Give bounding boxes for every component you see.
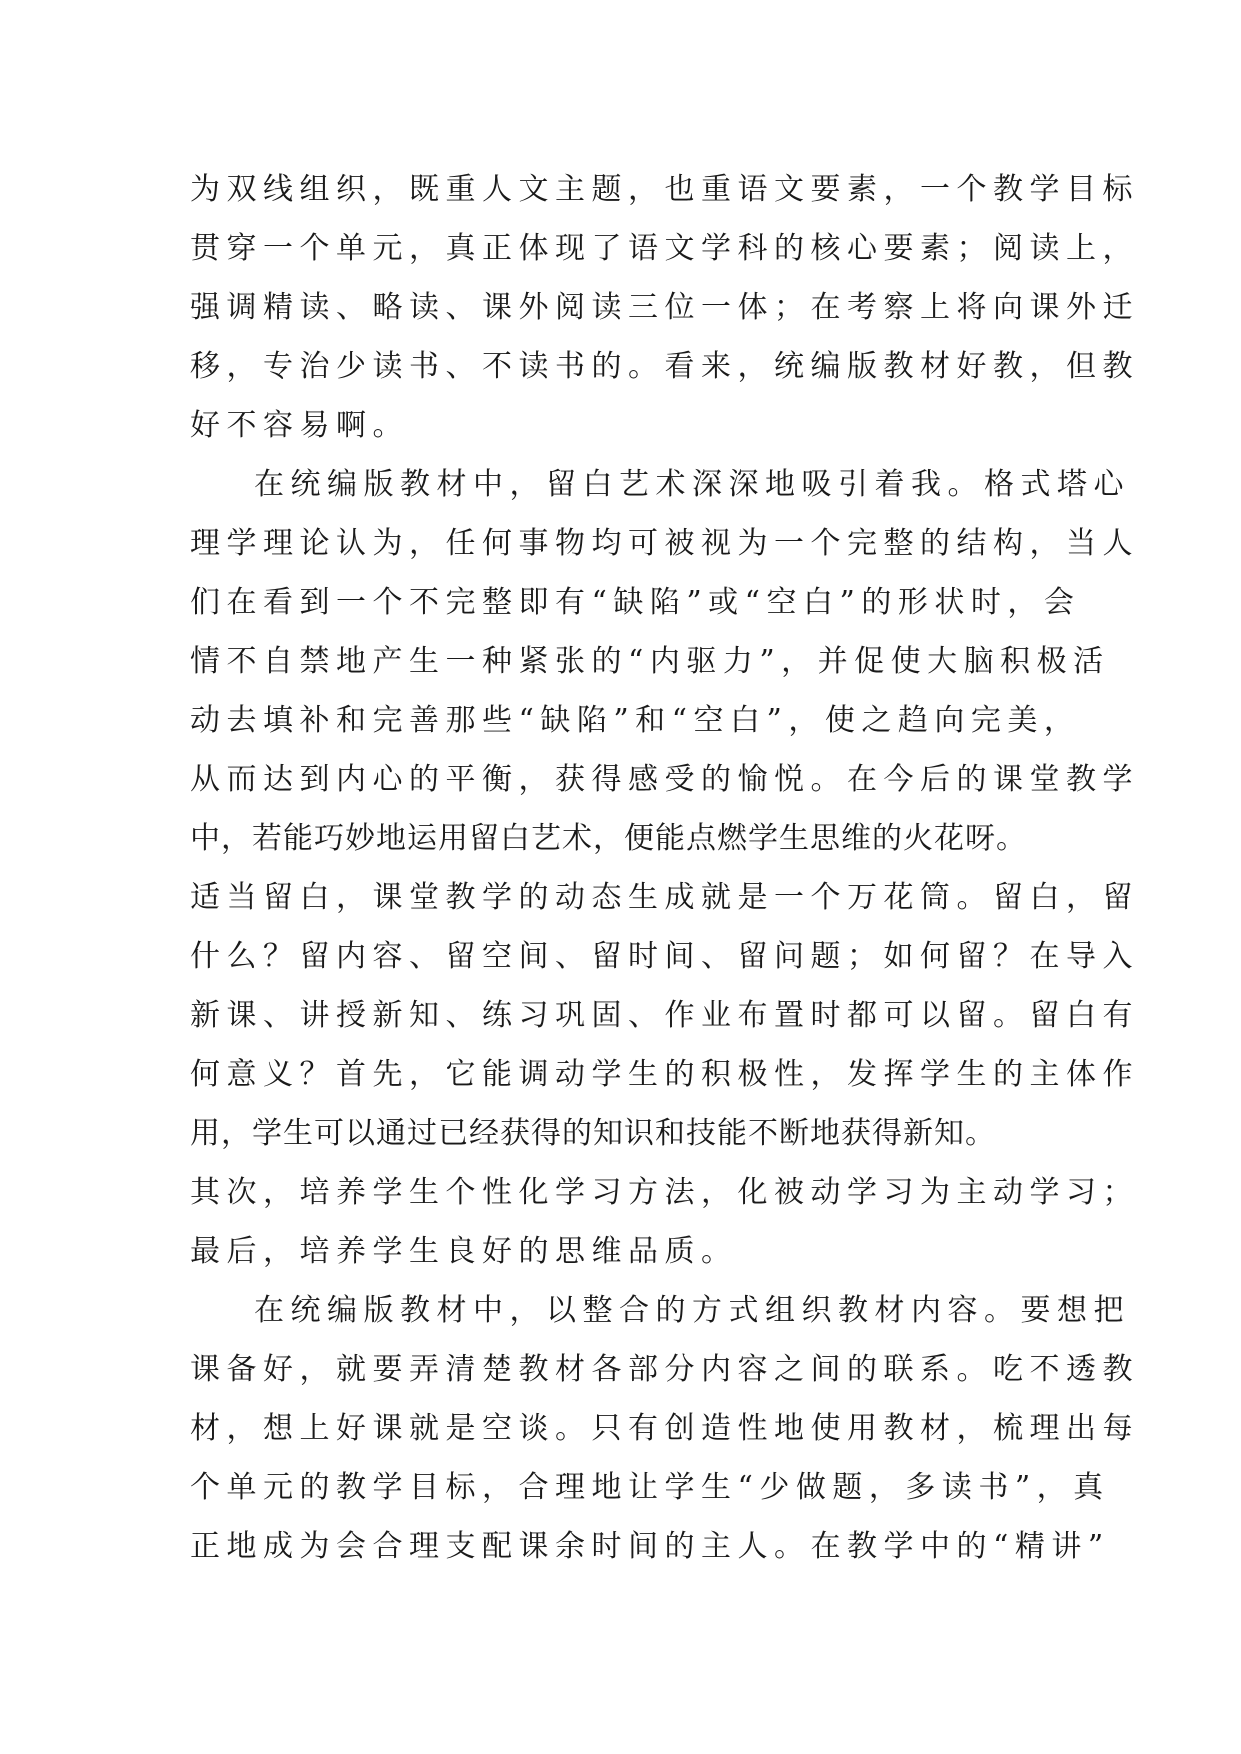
text-line: 好不容易啊。 — [190, 408, 409, 443]
text-line: 为双线组织，既重人文主题，也重语文要素，一个教学目标 — [190, 172, 1139, 207]
text-line: 情不自禁地产生一种紧张的“内驱力”，并促使大脑积极活 — [190, 644, 1110, 679]
body-text — [190, 160, 1139, 1576]
text-line: 最后，培养学生良好的思维品质。 — [190, 1234, 738, 1269]
text-line: 强调精读、略读、课外阅读三位一体；在考察上将向课外迁 — [190, 290, 1139, 325]
text-line: 材，想上好课就是空谈。只有创造性地使用教材，梳理出每 — [190, 1411, 1139, 1446]
paragraph-first-line: 在统编版教材中，留白艺术深深地吸引着我。格式塔心 — [254, 467, 1130, 502]
text-line: 贯穿一个单元，真正体现了语文学科的核心要素；阅读上， — [190, 231, 1139, 266]
text-line: 们在看到一个不完整即有“缺陷”或“空白”的形状时，会 — [190, 585, 1081, 620]
text-line: 何意义？首先，它能调动学生的积极性，发挥学生的主体作 — [190, 1057, 1139, 1092]
text-line: 个单元的教学目标，合理地让学生“少做题，多读书”，真 — [190, 1470, 1110, 1505]
text-line: 什么？留内容、留空间、留时间、留问题；如何留？在导入 — [190, 939, 1139, 974]
text-line: 其次，培养学生个性化学习方法，化被动学习为主动学习； — [190, 1175, 1139, 1210]
text-line: 移，专治少读书、不读书的。看来，统编版教材好教，但教 — [190, 349, 1139, 384]
text-line: 理学理论认为，任何事物均可被视为一个完整的结构，当人 — [190, 526, 1139, 561]
paragraph-first-line: 在统编版教材中，以整合的方式组织教材内容。要想把 — [254, 1293, 1130, 1328]
text-line: 用，学生可以通过已经获得的知识和技能不断地获得新知。 — [190, 1116, 996, 1151]
text-line: 动去填补和完善那些“缺陷”和“空白”，使之趋向完美， — [190, 703, 1081, 738]
text-line: 正地成为会合理支配课余时间的主人。在教学中的“精讲” — [190, 1529, 1110, 1564]
text-line: 中，若能巧妙地运用留白艺术，便能点燃学生思维的火花呀。 — [190, 821, 1027, 856]
text-line: 新课、讲授新知、练习巩固、作业布置时都可以留。留白有 — [190, 998, 1139, 1033]
text-line: 课备好，就要弄清楚教材各部分内容之间的联系。吃不透教 — [190, 1352, 1139, 1387]
text-line: 从而达到内心的平衡，获得感受的愉悦。在今后的课堂教学 — [190, 762, 1139, 797]
text-line: 适当留白，课堂教学的动态生成就是一个万花筒。留白，留 — [190, 880, 1139, 915]
